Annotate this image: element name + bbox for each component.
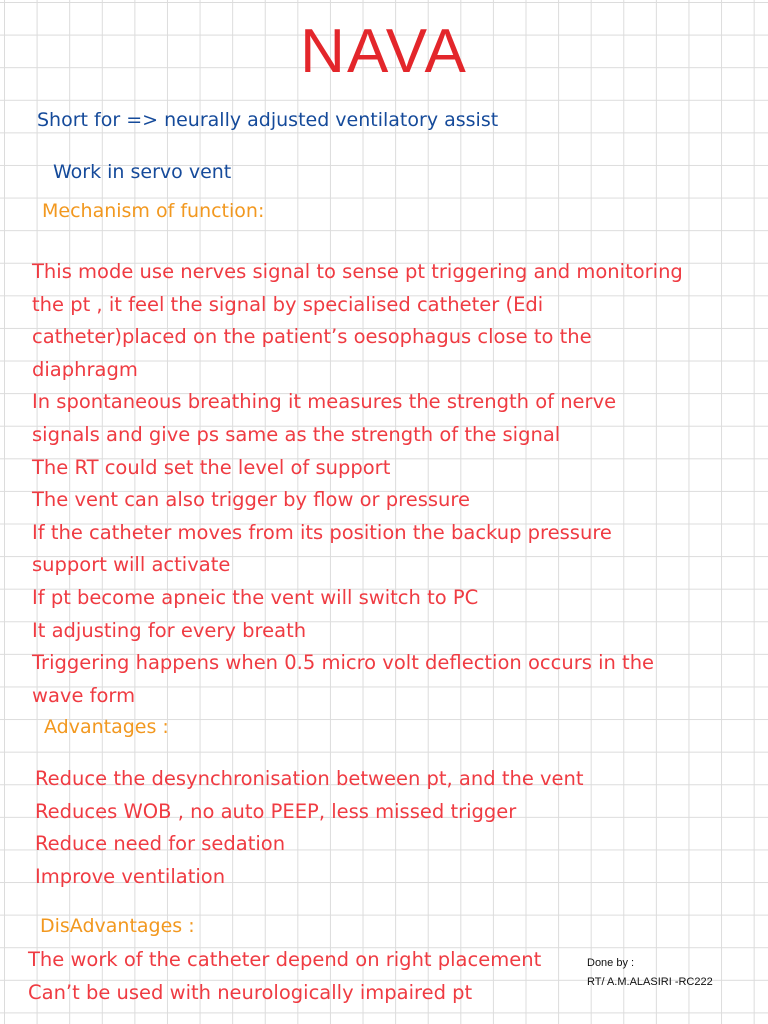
advantages-heading: Advantages : (44, 716, 169, 738)
mechanism-line: catheter)placed on the patient’s oesophagus close to the (32, 325, 592, 349)
mechanism-line: wave form (32, 683, 136, 707)
mechanism-line: Triggering happens when 0.5 micro volt deflection occurs in the (32, 651, 655, 675)
mechanism-heading: Mechanism of function: (42, 200, 265, 222)
mechanism-line: support will activate (32, 553, 231, 577)
mechanism-line: It adjusting for every breath (32, 618, 307, 642)
credit-author: RT/ A.M.ALASIRI -RC222 (587, 976, 713, 988)
advantage-line: Improve ventilation (35, 864, 226, 888)
advantage-line: Reduces WOB , no auto PEEP, less missed trigger (35, 799, 517, 823)
mechanism-line: If the catheter moves from its position the backup pressure (32, 520, 612, 544)
mechanism-line: In spontaneous breathing it measures the strength of nerve (32, 390, 617, 414)
mechanism-line: The vent can also trigger by flow or pressure (32, 488, 470, 512)
mechanism-line: signals and give ps same as the strength of the signal (32, 422, 561, 446)
advantages-section (35, 763, 584, 893)
disadvantage-line: The work of the catheter depend on right placement (28, 948, 542, 971)
advantage-line: Reduce need for sedation (35, 832, 286, 856)
disadvantage-line: Can’t be used with neurologically impaired pt (28, 980, 473, 1004)
short-for-line: Short for => neurally adjusted ventilatory assist (37, 109, 499, 131)
disadvantages-heading: DisAdvantages : (40, 915, 195, 937)
page-title: NAVA (300, 17, 468, 86)
mechanism-line: The RT could set the level of support (32, 455, 391, 479)
credit-label: Done by : (587, 957, 635, 969)
mechanism-line: This mode use nerves signal to sense pt triggering and monitoring (32, 260, 683, 283)
mechanism-line: If pt become apneic the vent will switch to PC (32, 585, 479, 609)
mechanism-line: the pt , it feel the signal by specialised catheter (Edi (32, 292, 544, 316)
advantage-line: Reduce the desynchronisation between pt, and the vent (35, 767, 584, 790)
work-in-line: Work in servo vent (53, 161, 232, 183)
mechanism-section (32, 256, 683, 712)
mechanism-line: diaphragm (32, 357, 138, 381)
disadvantages-section (28, 944, 541, 1009)
